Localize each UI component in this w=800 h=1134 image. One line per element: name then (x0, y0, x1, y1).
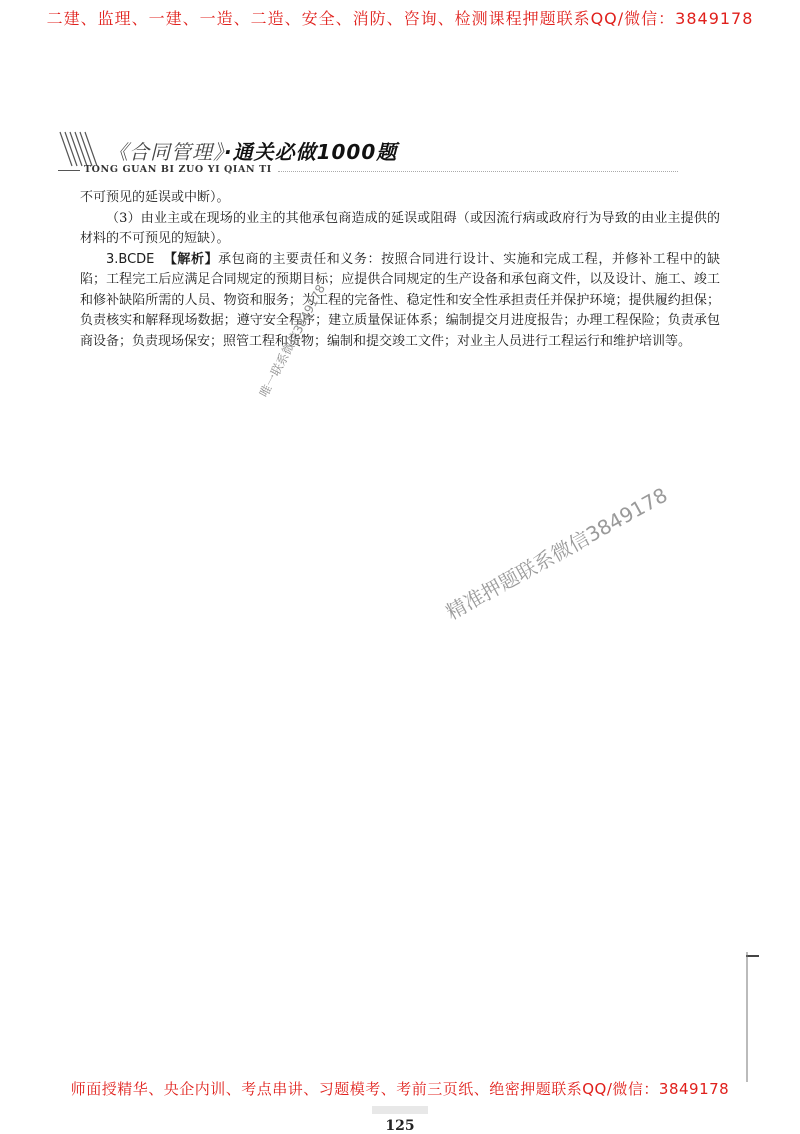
answer-number: 3.BCDE (106, 251, 155, 267)
pinyin-dash (58, 170, 80, 171)
bottom-ad-banner: 师面授精华、央企内训、考点串讲、习题模考、考前三页纸、绝密押题联系QQ/微信：3849178 (70, 1080, 730, 1098)
scan-smudge (370, 1104, 430, 1116)
watermark-1: 唯一联系微信3849178 (256, 282, 329, 400)
top-ad-banner: 二建、监理、一建、一造、二造、安全、消防、咨询、检测课程押题联系QQ/微信：3849178 (46, 9, 754, 28)
header-dotted-rule (278, 171, 678, 172)
answer-label: 【解析】 (163, 251, 219, 267)
pinyin-subtitle: TONG GUAN BI ZUO YI QIAN TI (84, 164, 272, 175)
binding-edge-mark (745, 952, 761, 1082)
answer-paragraph (80, 250, 720, 353)
book-name: 《合同管理》 (108, 140, 224, 164)
page-content (80, 188, 720, 352)
page-number: 125 (385, 1118, 415, 1134)
item-3-paragraph: （3）由业主或在现场的业主的其他承包商造成的延误或阻碍（或因流行病或政府行为导致的由业主提供的材料的不可预见的短缺）。 (80, 210, 720, 246)
continued-line: 不可预见的延误或中断）。 (80, 190, 230, 205)
watermark-2: 精准押题联系微信3849178 (441, 482, 672, 625)
page-header (58, 126, 758, 182)
book-title-rest: ·通关必做1000题 (224, 140, 398, 164)
answer-text: 承包商的主要责任和义务：按照合同进行设计、实施和完成工程，并修补工程中的缺陷；工程完工后应满足合同规定的预期目标；应提供合同规定的生产设备和承包商文件，以及设计、施工、竣工和修补缺陷所需的人员、物资和服务；为工程的完备性、稳定性和安全性承担责任并保护环境；提供履约担保；负责核实和解释现场数据；遵守安全程序；建立质量保证体系；编制提交月进度报告；办理工程保险；负责承包商设备；负责现场保安；照管工程和货物；编制和提交竣工文件；对业主人员进行工程运行和维护培训等。 (80, 251, 720, 349)
book-title (108, 136, 397, 165)
pinyin-bar (58, 164, 698, 178)
